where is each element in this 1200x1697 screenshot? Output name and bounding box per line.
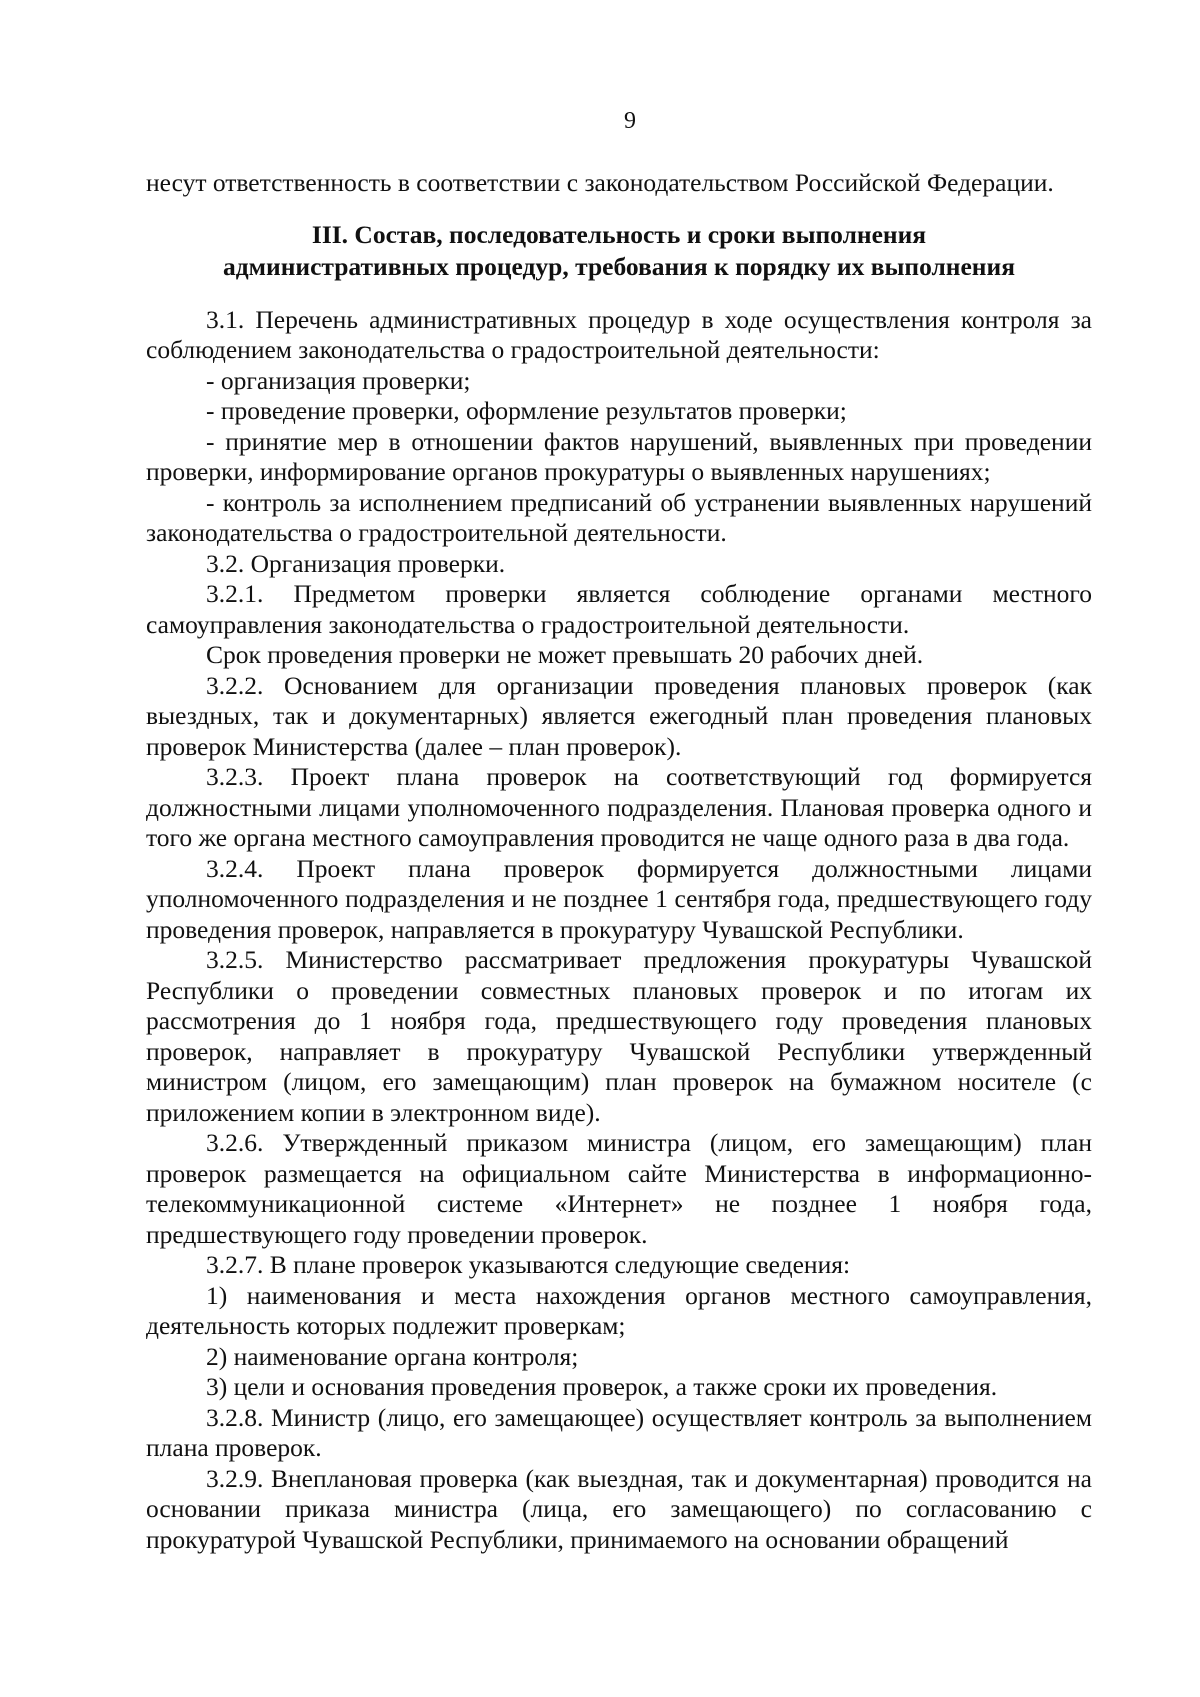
paragraph: 3.2. Организация проверки. bbox=[206, 548, 506, 578]
paragraph: 2) наименование органа контроля; bbox=[206, 1341, 579, 1371]
paragraph: 3.2.8. Министр (лицо, его замещающее) осуществляет контроль за выполнением плана проверок. bbox=[146, 1402, 1092, 1462]
document-body bbox=[146, 168, 1092, 1555]
section-title-line-2: административных процедур, требования к порядку их выполнения bbox=[222, 251, 1015, 281]
paragraph: 3.2.4. Проект плана проверок формируется должностными лицами уполномоченного подразделения и не позднее 1 сентября года, предшествующего году проведения проверок, направляется в прокуратуру Чувашской Республики. bbox=[146, 853, 1092, 944]
paragraph: - проведение проверки, оформление результатов проверки; bbox=[206, 396, 847, 425]
paragraph: 3.2.5. Министерство рассматривает предложения прокуратуры Чувашской Республики о проведении совместных плановых проверок и по итогам их рассмотрения до 1 ноября года, предшествующего году проведения плановых проверок, направляет в прокуратуру Чувашской Республики утвержденный министром (лицом, его замещающим) план проверок на бумажном носителе (с приложением копии в электронном виде). bbox=[146, 945, 1092, 1127]
paragraph: Срок проведения проверки не может превышать 20 рабочих дней. bbox=[206, 640, 924, 669]
paragraph: - принятие мер в отношении фактов нарушений, выявленных при проведении проверки, информирование органов прокуратуры о выявленных нарушениях; bbox=[146, 426, 1092, 486]
paragraph: 1) наименования и места нахождения органов местного самоуправления, деятельность которых подлежит проверкам; bbox=[146, 1280, 1092, 1340]
paragraph: 3.2.7. В плане проверок указываются следующие сведения: bbox=[206, 1250, 851, 1279]
paragraph: 3.1. Перечень административных процедур в ходе осуществления контроля за соблюдением законодательства о градостроительной деятельности: bbox=[146, 304, 1092, 364]
page-number: 9 bbox=[624, 108, 636, 134]
section-heading bbox=[146, 219, 1092, 283]
paragraph: - организация проверки; bbox=[206, 365, 471, 395]
paragraph: 3.2.9. Внеплановая проверка (как выездная, так и документарная) проводится на основании приказа министра (лица, его замещающего) по согласованию с прокуратурой Чувашской Республики, принимаемого на основании обращений bbox=[146, 1463, 1092, 1554]
paragraph: 3.2.3. Проект плана проверок на соответствующий год формируется должностными лицами уполномоченного подразделения. Плановая проверка одного и того же органа местного самоуправления проводится не чаще одного раза в два года. bbox=[146, 762, 1092, 852]
paragraph: 3) цели и основания проведения проверок, а также сроки их проведения. bbox=[206, 1372, 998, 1401]
paragraph: - контроль за исполнением предписаний об устранении выявленных нарушений законодательства о градостроительной деятельности. bbox=[146, 487, 1092, 547]
paragraph: 3.2.2. Основанием для организации проведения плановых проверок (как выездных, так и документарных) является ежегодный план проведения плановых проверок Министерства (далее – план проверок). bbox=[146, 670, 1092, 761]
section-title-line-1: III. Состав, последовательность и сроки выполнения bbox=[311, 219, 927, 249]
intro-paragraph: несут ответственность в соответствии с законодательством Российской Федерации. bbox=[146, 168, 1054, 197]
paragraph: 3.2.1. Предметом проверки является соблюдение органами местного самоуправления законодательства о градостроительной деятельности. bbox=[146, 579, 1092, 639]
paragraph: 3.2.6. Утвержденный приказом министра (лицом, его замещающим) план проверок размещается на официальном сайте Министерства в информационно-телекоммуникационной системе «Интернет» не позднее 1 ноября года, предшествующего году проведении проверок. bbox=[146, 1128, 1092, 1249]
